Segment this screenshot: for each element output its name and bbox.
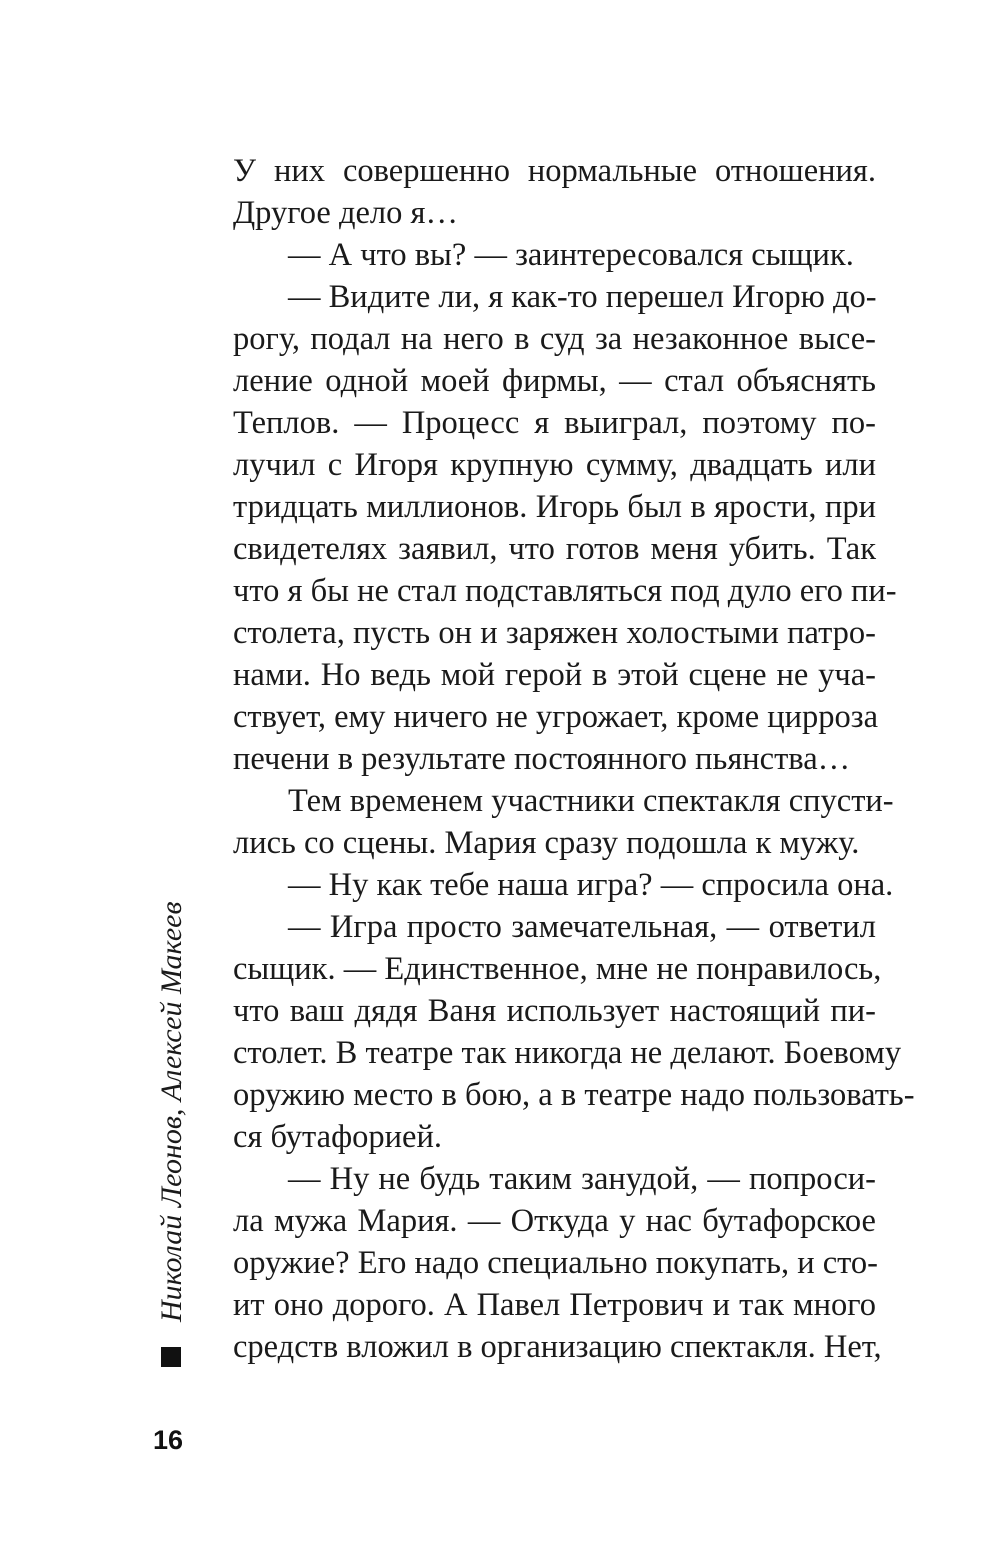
text-line: Другое дело я…	[233, 195, 458, 231]
text-line: нами. Но ведь мой герой в этой сцене не уча-	[233, 657, 876, 693]
square-marker	[161, 1347, 181, 1367]
running-author-header: Николай Леонов, Алексей Макеев	[155, 901, 188, 1322]
text-line: что я бы не стал подставляться под дуло его пи-	[233, 573, 897, 609]
text-line: ствует, ему ничего не угрожает, кроме цирроза	[233, 699, 879, 735]
text-line: средств вложил в организацию спектакля. Нет,	[233, 1329, 882, 1365]
text-line: — Игра просто замечательная, — ответил	[288, 909, 876, 945]
text-line: сыщик. — Единственное, мне не понравилось,	[233, 951, 882, 987]
text-line: Тем временем участники спектакля спусти-	[288, 783, 894, 819]
text-line: — Видите ли, я как-то перешел Игорю до-	[288, 279, 877, 315]
text-line: столет. В театре так никогда не делают. Боевому	[233, 1035, 902, 1071]
text-line: оружию место в бою, а в театре надо пользовать-	[233, 1077, 915, 1113]
text-line: ся бутафорией.	[233, 1119, 442, 1155]
text-line: печени в результате постоянного пьянства…	[233, 741, 851, 777]
text-line: рогу, подал на него в суд за незаконное высе-	[233, 321, 876, 357]
text-line: — Ну не будь таким занудой, — попроси-	[288, 1161, 876, 1197]
text-line: ление одной моей фирмы, — стал объяснять	[233, 363, 876, 399]
text-line: лись со сцены. Мария сразу подошла к мужу.	[233, 825, 860, 861]
page-number: 16	[153, 1425, 184, 1455]
text-line: свидетелях заявил, что готов меня убить. Так	[233, 531, 876, 567]
text-line: ла мужа Мария. — Откуда у нас бутафорское	[233, 1203, 876, 1239]
text-line: что ваш дядя Ваня использует настоящий пи-	[233, 993, 876, 1029]
text-line: — А что вы? — заинтересовался сыщик.	[288, 237, 854, 273]
text-line: оружие? Его надо специально покупать, и сто-	[233, 1245, 879, 1281]
text-line: У них совершенно нормальные отношения.	[233, 153, 876, 189]
text-line: столета, пусть он и заряжен холостыми патро-	[233, 615, 876, 651]
body-text	[233, 150, 915, 1368]
text-line: Теплов. — Процесс я выиграл, поэтому по-	[233, 405, 876, 441]
text-line: — Ну как тебе наша игра? — спросила она.	[288, 867, 894, 903]
text-line: лучил с Игоря крупную сумму, двадцать или	[233, 447, 876, 483]
text-line: тридцать миллионов. Игорь был в ярости, при	[233, 489, 876, 525]
text-line: ит оно дорого. А Павел Петрович и так много	[233, 1287, 876, 1323]
